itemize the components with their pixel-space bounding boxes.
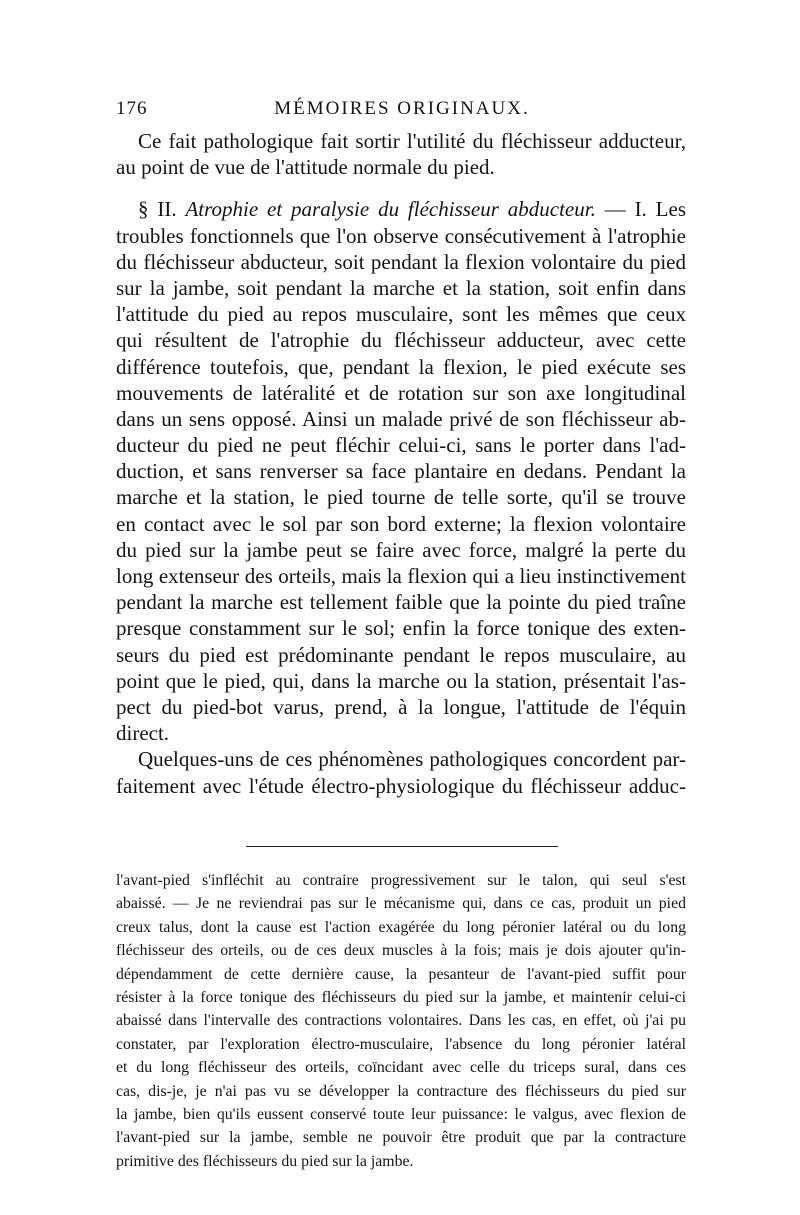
footnote-line: dépendamment de cette dernière cause, la pesanteur de l'avant-pied suffit pour <box>116 965 686 983</box>
section-line: en contact avec le sol par son bord externe; la flexion volontaire <box>116 511 686 536</box>
paragraph-3-line: faitement avec l'étude électro-physiologique du fléchisseur adduc- <box>116 773 686 798</box>
footnote-line: l'avant-pied sur la jambe, semble ne pouvoir être produit que par la contracture <box>116 1129 686 1147</box>
section-prefix: § II. <box>138 197 177 222</box>
section-line: du fléchisseur abducteur, soit pendant la flexion volontaire du pied <box>116 249 686 274</box>
footnote-line: résister à la force tonique des fléchisseurs du pied sur la jambe, et maintenir celui-ci <box>116 988 686 1006</box>
running-header <box>116 98 688 124</box>
section-line: différence toutefois, que, pendant la flexion, le pied exécute ses <box>116 354 686 379</box>
section-line: ducteur du pied ne peut fléchir celui-ci, sans le porter dans l'ad- <box>116 433 686 458</box>
section-line: sur la jambe, soit pendant la marche et la station, soit enfin dans <box>116 275 686 300</box>
footnote-line: cas, dis-je, je n'ai pas vu se développer la contracture des fléchisseurs du pied sur <box>116 1082 686 1100</box>
section-line: presque constamment sur le sol; enfin la force tonique des exten- <box>116 616 686 641</box>
section-line: direct. <box>116 721 170 746</box>
section-line: marche et la station, le pied tourne de telle sorte, qu'il se trouve <box>116 485 686 510</box>
footnote-line: fléchisseur des orteils, ou de ces deux muscles à la fois; mais je dois ajouter qu'in- <box>116 942 686 960</box>
paragraph-1-line: au point de vue de l'attitude normale du pied. <box>116 155 495 180</box>
section-line: qui résultent de l'atrophie du fléchisseur adducteur, avec cette <box>116 328 686 353</box>
section-line: troubles fonctionnels que l'on observe consécutivement à l'atrophie <box>116 223 686 248</box>
section-line: l'attitude du pied au repos musculaire, sont les mêmes que ceux <box>116 302 686 327</box>
section-heading-continuation: — I. Les <box>595 197 686 222</box>
section-line: long extenseur des orteils, mais la flexion qui a lieu instinctivement <box>116 564 686 588</box>
footnote-line: primitive des fléchisseurs du pied sur la jambe. <box>116 1152 414 1170</box>
footnote-line: creux talus, dont la cause est l'action exagérée du long péronier latéral ou du long <box>116 918 686 936</box>
footnote-line: et du long fléchisseur des orteils, coïncidant avec celle du triceps sural, dans ces <box>116 1059 686 1077</box>
footnote-line: la jambe, bien qu'ils eussent conservé toute leur puissance: le valgus, avec flexion de <box>116 1105 686 1123</box>
footnote-line: abaissé. — Je ne reviendrai pas sur le mécanisme qui, dans ce cas, produit un pied <box>116 895 686 913</box>
section-line: pendant la marche est tellement faible que la pointe du pied traîne <box>116 590 686 615</box>
section-heading-line <box>116 196 686 222</box>
footnote-line: abaissé dans l'intervalle des contractions volontaires. Dans les cas, en effet, où j'ai pu <box>116 1012 686 1030</box>
paragraph-3-line: Quelques-uns de ces phénomènes pathologiques concordent par- <box>138 747 686 772</box>
section-line: dans un sens opposé. Ainsi un malade privé de son fléchisseur ab- <box>116 406 686 431</box>
section-line: pect du pied-bot varus, prend, à la longue, l'attitude de l'équin <box>116 694 686 719</box>
paragraph-1-line: Ce fait pathologique fait sortir l'utilité du fléchisseur adducteur, <box>138 129 686 153</box>
section-line: duction, et sans renverser sa face plantaire en dedans. Pendant la <box>116 459 686 484</box>
footnote-line: l'avant-pied s'infléchit au contraire progressivement sur le talon, qui seul s'est <box>116 872 686 889</box>
main-text <box>116 128 686 799</box>
section-line: du pied sur la jambe peut se faire avec force, malgré la perte du <box>116 537 686 562</box>
section-line: seurs du pied est prédominante pendant le repos musculaire, au <box>116 642 686 667</box>
footnote-line: constater, par l'exploration électro-musculaire, l'absence du long péronier latéral <box>116 1035 686 1053</box>
section-gap <box>116 180 686 196</box>
section-title: Atrophie et paralysie du fléchisseur abducteur. <box>185 197 596 222</box>
section-line: point que le pied, qui, dans la marche ou la station, présentait l'as- <box>116 668 686 693</box>
running-title: MÉMOIRES ORIGINAUX. <box>274 98 530 119</box>
section-line: mouvements de latéralité et de rotation sur son axe longitudinal <box>116 380 686 405</box>
footnote-divider <box>246 846 558 847</box>
page-number: 176 <box>116 98 148 119</box>
footnote <box>116 869 686 1173</box>
